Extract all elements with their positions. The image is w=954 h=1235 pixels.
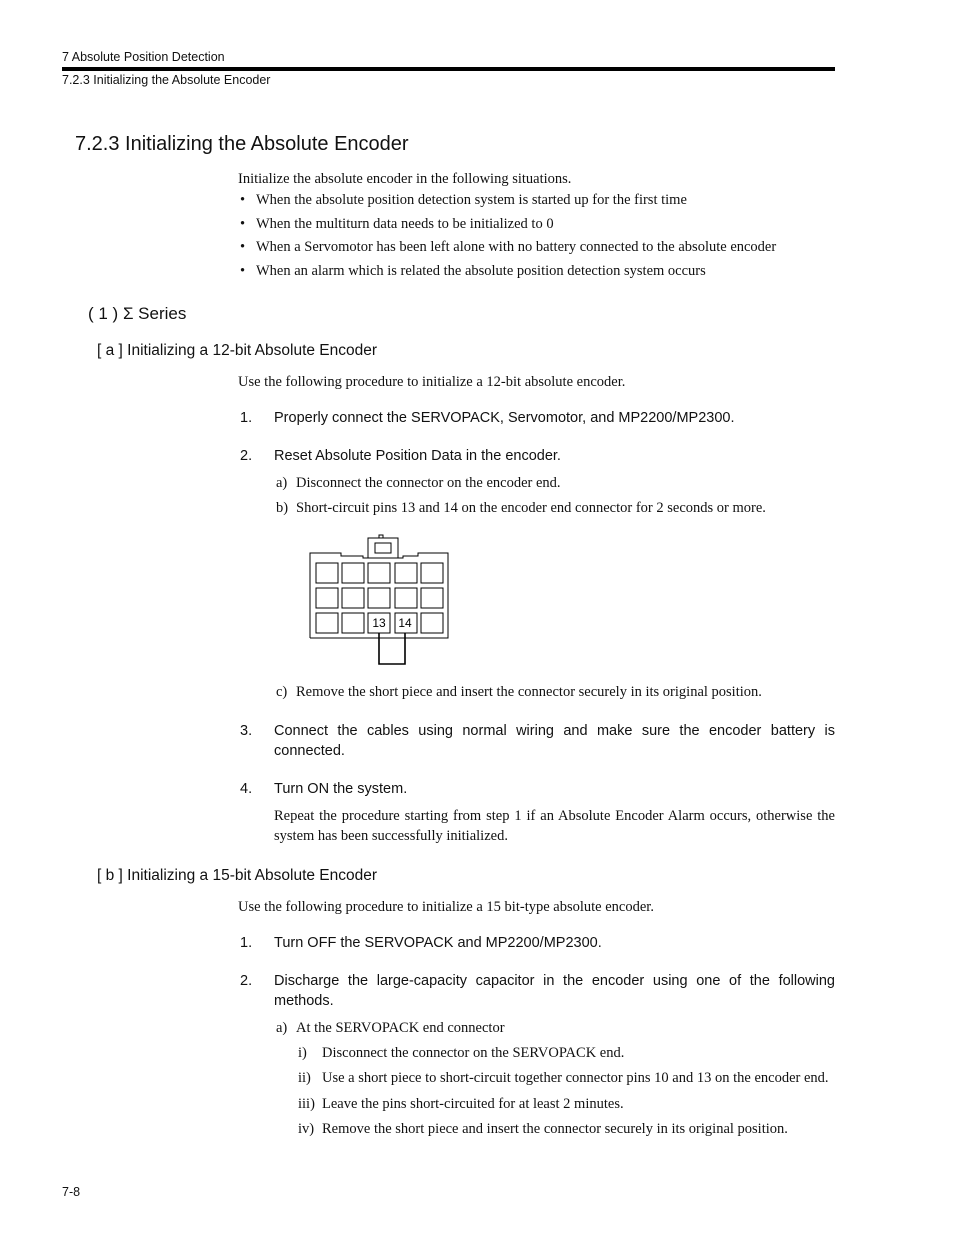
- intro-text: Initialize the absolute encoder in the following situations.: [238, 171, 572, 187]
- part-a-sub-a: a) Disconnect the connector on the encoder end.: [276, 475, 561, 491]
- subsection-title: ( 1 ) Σ Series: [88, 304, 187, 323]
- part-b-intro: Use the following procedure to initialize a 15 bit-type absolute encoder.: [238, 899, 654, 915]
- roman-item: i) Disconnect the connector on the SERVOPACK end.: [298, 1045, 625, 1061]
- section-title: 7.2.3 Initializing the Absolute Encoder: [75, 133, 409, 155]
- connector-diagram: [305, 530, 455, 670]
- roman-item: iii) Leave the pins short-circuited for at least 2 minutes.: [298, 1096, 624, 1112]
- part-a-intro: Use the following procedure to initialize a 12-bit absolute encoder.: [238, 374, 626, 390]
- header-rule: [62, 67, 835, 71]
- part-a-sub-c: c) Remove the short piece and insert the connector securely in its original position.: [276, 684, 762, 700]
- pin-14-label: 14: [398, 616, 412, 630]
- pin-13-label: 13: [372, 616, 386, 630]
- part-b-sub-a: a) At the SERVOPACK end connector: [276, 1020, 505, 1036]
- part-a-note: Repeat the procedure starting from step 1 if an Absolute Encoder Alarm occurs, otherwise the system has been successfully initialized.: [274, 808, 835, 844]
- roman-item: iv) Remove the short piece and insert the connector securely in its original position.: [298, 1121, 788, 1137]
- roman-item: ii) Use a short piece to short-circuit together connector pins 10 and 13 on the encoder end.: [298, 1070, 829, 1086]
- page-number: 7-8: [62, 1185, 81, 1199]
- part-a-sub-b: b) Short-circuit pins 13 and 14 on the encoder end connector for 2 seconds or more.: [276, 500, 766, 516]
- part-b-title: [ b ] Initializing a 15-bit Absolute Encoder: [97, 867, 378, 884]
- part-a-title: [ a ] Initializing a 12-bit Absolute Encoder: [97, 342, 378, 359]
- running-header-chapter: 7 Absolute Position Detection: [62, 50, 225, 64]
- running-header-section: 7.2.3 Initializing the Absolute Encoder: [62, 73, 271, 87]
